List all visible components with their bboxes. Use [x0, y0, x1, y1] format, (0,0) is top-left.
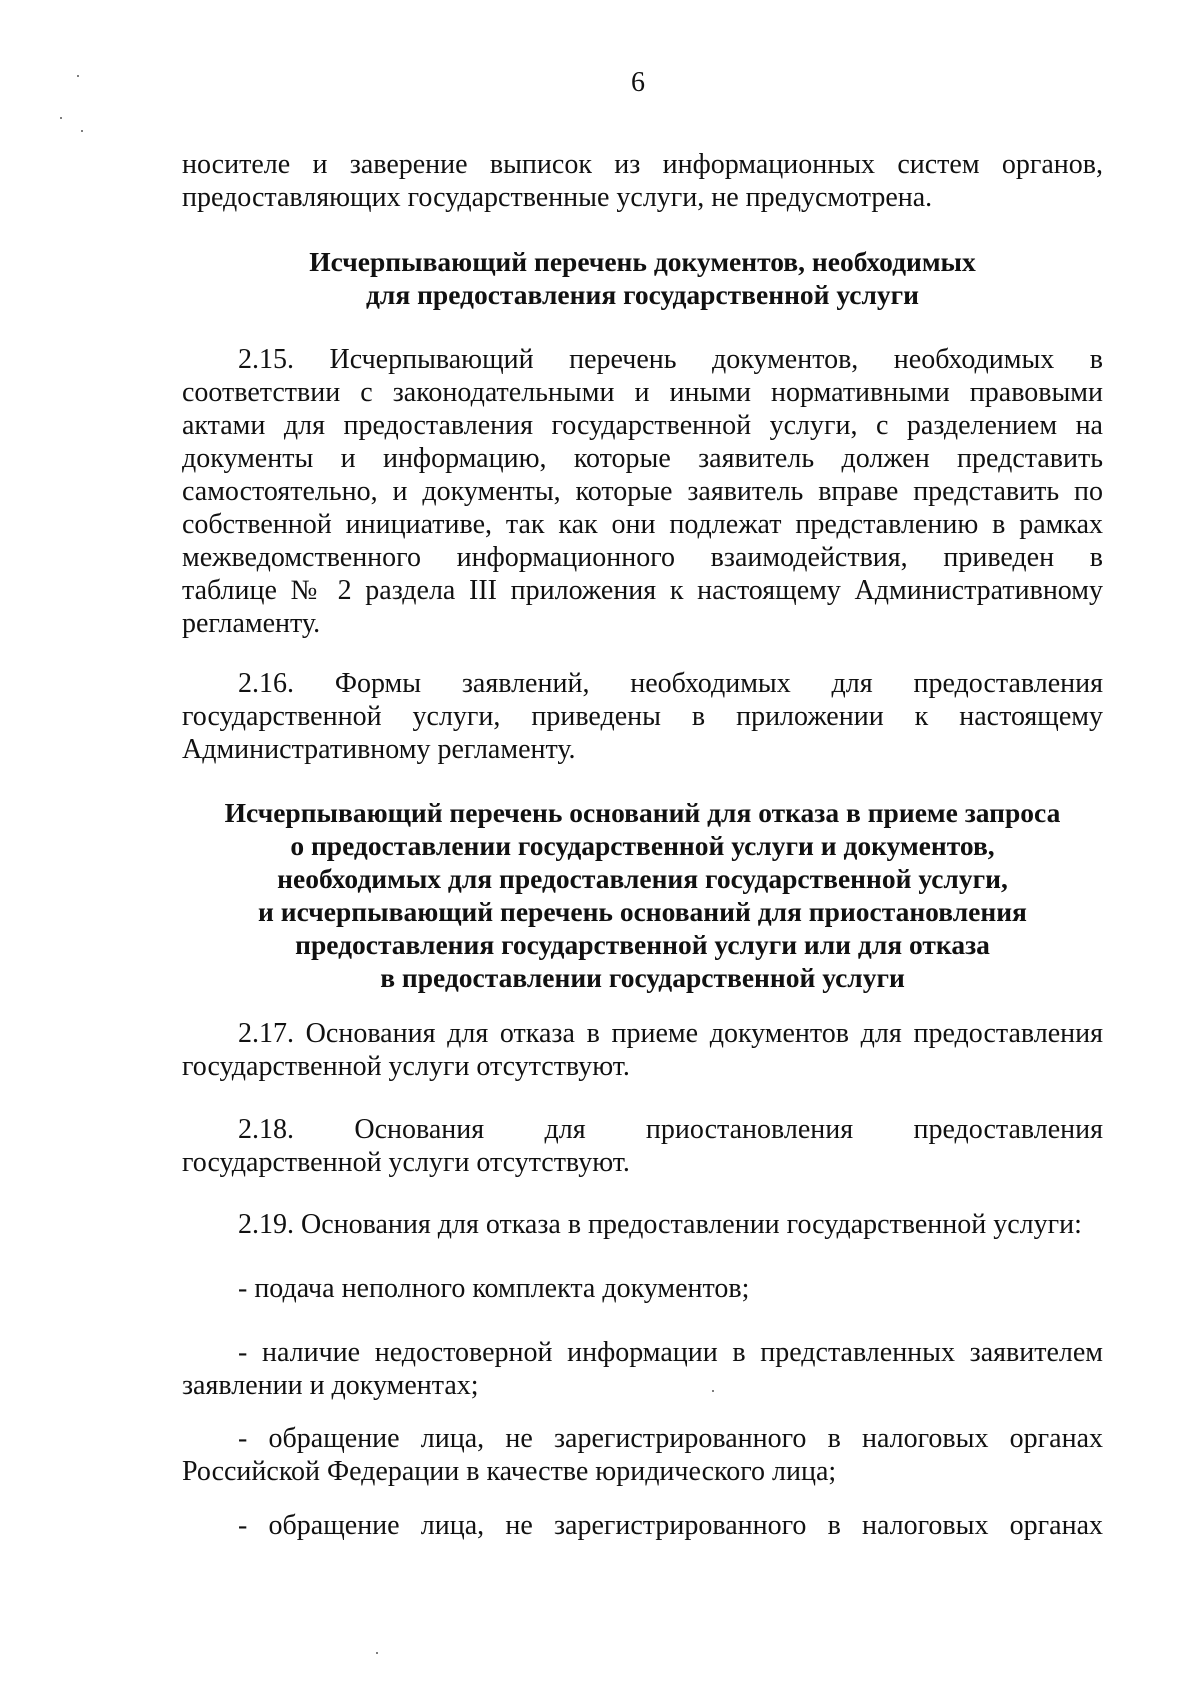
paragraph-2-16 — [182, 667, 1103, 766]
heading-line: и исчерпывающий перечень оснований для приостановления — [258, 896, 1027, 927]
section-heading-documents — [182, 245, 1103, 311]
heading-line: о предоставлении государственной услуги и документов, — [290, 830, 995, 861]
text-line: государственной услуги отсутствуют. — [182, 1051, 630, 1082]
text-line: государственной услуги отсутствуют. — [182, 1147, 630, 1178]
text-line: Российской Федерации в качестве юридического лица; — [182, 1456, 837, 1487]
text-line: государственной услуги, приведены в приложении к настоящему — [182, 701, 1103, 732]
heading-line: в предоставлении государственной услуги — [380, 962, 905, 993]
list-item — [182, 1336, 1103, 1402]
heading-line: Исчерпывающий перечень оснований для отказа в приеме запроса — [224, 797, 1061, 828]
scan-speck — [81, 130, 83, 132]
paragraph-2-19 — [182, 1208, 1103, 1241]
heading-line: необходимых для предоставления государственной услуги, — [277, 863, 1008, 894]
text-line: межведомственного информационного взаимодействия, приведен в — [182, 542, 1103, 573]
page-number: 6 — [631, 67, 645, 98]
text-line: собственной инициативе, так как они подлежат представлению в рамках — [182, 509, 1103, 540]
text-line: заявлении и документах; — [182, 1370, 479, 1401]
text-line: - подача неполного комплекта документов; — [238, 1273, 750, 1304]
heading-line: для предоставления государственной услуги — [365, 279, 920, 310]
text-line: 2.19. Основания для отказа в предоставлении государственной услуги: — [238, 1209, 1082, 1240]
text-line: регламенту. — [182, 608, 321, 639]
text-line: таблице № 2 раздела III приложения к настоящему Административному — [182, 575, 1103, 606]
heading-line: Исчерпывающий перечень документов, необходимых — [309, 246, 976, 277]
scan-speck — [712, 1390, 714, 1392]
scan-speck — [376, 1652, 378, 1654]
list-item — [182, 1509, 1103, 1542]
text-line: - обращение лица, не зарегистрированного в налоговых органах — [238, 1423, 1103, 1454]
text-line: 2.17. Основания для отказа в приеме документов для предоставления — [238, 1018, 1103, 1049]
text-line: 2.18. Основания для приостановления предоставления — [238, 1114, 1103, 1145]
list-item — [182, 1422, 1103, 1488]
heading-line: предоставления государственной услуги или для отказа — [295, 929, 990, 960]
text-line: актами для предоставления государственной услуги, с разделением на — [182, 410, 1103, 441]
list-item — [182, 1272, 1103, 1305]
text-line: - обращение лица, не зарегистрированного в налоговых органах — [238, 1510, 1103, 1541]
text-line: самостоятельно, и документы, которые заявитель вправе представить по — [182, 476, 1103, 507]
scan-speck — [60, 117, 62, 119]
text-line: соответствии с законодательными и иными нормативными правовыми — [182, 377, 1103, 408]
paragraph-2-15 — [182, 343, 1103, 640]
section-heading-refusal — [182, 796, 1103, 994]
text-line: Административному регламенту. — [182, 734, 576, 765]
paragraph-2-18 — [182, 1113, 1103, 1179]
text-line: документы и информацию, которые заявитель должен представить — [182, 443, 1103, 474]
text-line: предоставляющих государственные услуги, не предусмотрена. — [182, 182, 933, 213]
intro-paragraph — [182, 148, 1103, 214]
text-line: носителе и заверение выписок из информационных систем органов, — [182, 149, 1103, 180]
paragraph-2-17 — [182, 1017, 1103, 1083]
text-line: 2.15. Исчерпывающий перечень документов, необходимых в — [238, 344, 1103, 375]
text-line: - наличие недостоверной информации в представленных заявителем — [238, 1337, 1103, 1368]
text-line: 2.16. Формы заявлений, необходимых для предоставления — [238, 668, 1103, 699]
